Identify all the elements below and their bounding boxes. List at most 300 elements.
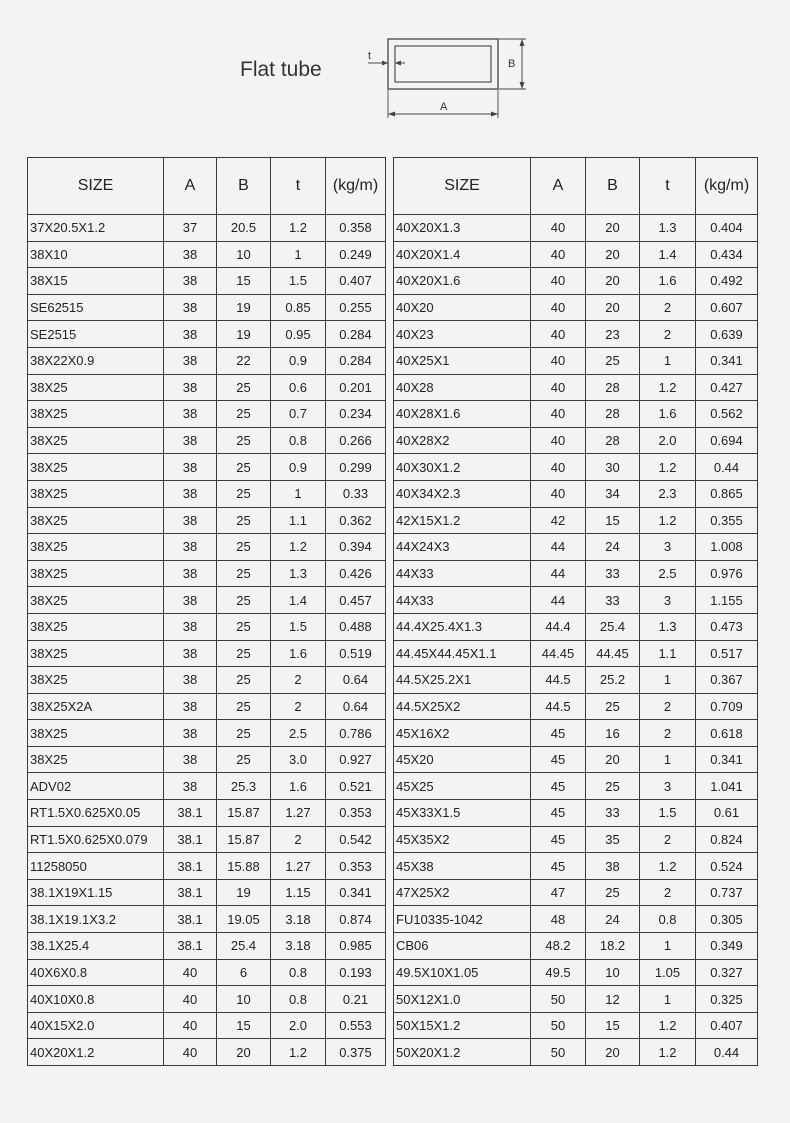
table-row bbox=[28, 986, 386, 1013]
cell-weight: 0.427 bbox=[696, 374, 758, 401]
cell-b: 25.4 bbox=[217, 933, 271, 960]
cell-b: 25 bbox=[586, 879, 640, 906]
cell-weight: 0.607 bbox=[696, 294, 758, 321]
cell-b: 25 bbox=[217, 746, 271, 773]
cell-a: 40 bbox=[531, 215, 586, 242]
cell-t: 1.3 bbox=[271, 560, 326, 587]
cell-b: 25.3 bbox=[217, 773, 271, 800]
cell-a: 38 bbox=[164, 560, 217, 587]
cell-size: RT1.5X0.625X0.05 bbox=[28, 800, 164, 827]
flat-tube-diagram bbox=[360, 30, 540, 125]
cell-b: 28 bbox=[586, 427, 640, 454]
cell-a: 42 bbox=[531, 507, 586, 534]
cell-a: 40 bbox=[164, 1039, 217, 1066]
cell-t: 2 bbox=[640, 693, 696, 720]
cell-t: 3.0 bbox=[271, 746, 326, 773]
table-row bbox=[28, 427, 386, 454]
cell-weight: 0.542 bbox=[326, 826, 386, 853]
cell-size: 40X28X2 bbox=[394, 427, 531, 454]
cell-b: 34 bbox=[586, 480, 640, 507]
column-header-t: t bbox=[640, 158, 696, 215]
cell-b: 24 bbox=[586, 534, 640, 561]
cell-b: 10 bbox=[217, 986, 271, 1013]
cell-t: 0.9 bbox=[271, 454, 326, 481]
dimension-t-label: t bbox=[368, 50, 372, 62]
cell-size: 38X25 bbox=[28, 507, 164, 534]
cell-t: 2.3 bbox=[640, 480, 696, 507]
cell-t: 3 bbox=[640, 773, 696, 800]
cell-t: 1.2 bbox=[271, 534, 326, 561]
cell-weight: 0.824 bbox=[696, 826, 758, 853]
cell-b: 25 bbox=[217, 507, 271, 534]
cell-a: 40 bbox=[164, 1012, 217, 1039]
table-row bbox=[28, 613, 386, 640]
cell-a: 48 bbox=[531, 906, 586, 933]
cell-a: 38 bbox=[164, 640, 217, 667]
table-row bbox=[28, 667, 386, 694]
cell-weight: 0.786 bbox=[326, 720, 386, 747]
cell-b: 15 bbox=[586, 1012, 640, 1039]
table-row bbox=[28, 587, 386, 614]
table-row bbox=[394, 454, 758, 481]
column-header-a: A bbox=[531, 158, 586, 215]
cell-a: 40 bbox=[531, 454, 586, 481]
cell-a: 50 bbox=[531, 1039, 586, 1066]
table-row bbox=[28, 480, 386, 507]
cell-size: 44.5X25.2X1 bbox=[394, 667, 531, 694]
cell-a: 44.4 bbox=[531, 613, 586, 640]
cell-t: 1 bbox=[271, 241, 326, 268]
column-header-weight: (kg/m) bbox=[326, 158, 386, 215]
cell-b: 15.87 bbox=[217, 800, 271, 827]
table-row bbox=[28, 507, 386, 534]
cell-a: 38 bbox=[164, 427, 217, 454]
cell-size: 40X28X1.6 bbox=[394, 401, 531, 428]
cell-b: 20 bbox=[586, 268, 640, 295]
table-row bbox=[394, 667, 758, 694]
cell-b: 10 bbox=[217, 241, 271, 268]
cell-t: 0.7 bbox=[271, 401, 326, 428]
cell-a: 44 bbox=[531, 534, 586, 561]
cell-weight: 0.325 bbox=[696, 986, 758, 1013]
cell-a: 44.5 bbox=[531, 693, 586, 720]
cell-t: 2 bbox=[271, 826, 326, 853]
cell-size: 45X25 bbox=[394, 773, 531, 800]
table-row bbox=[28, 640, 386, 667]
cell-t: 1.6 bbox=[640, 401, 696, 428]
cell-a: 44 bbox=[531, 560, 586, 587]
column-header-a: A bbox=[164, 158, 217, 215]
cell-a: 40 bbox=[531, 268, 586, 295]
cell-weight: 0.349 bbox=[696, 933, 758, 960]
cell-b: 25 bbox=[217, 401, 271, 428]
cell-size: 49.5X10X1.05 bbox=[394, 959, 531, 986]
cell-size: 38.1X19.1X3.2 bbox=[28, 906, 164, 933]
cell-t: 0.8 bbox=[271, 986, 326, 1013]
cell-b: 25 bbox=[217, 667, 271, 694]
cell-size: 40X20X1.2 bbox=[28, 1039, 164, 1066]
cell-size: 40X20X1.4 bbox=[394, 241, 531, 268]
table-row bbox=[394, 933, 758, 960]
cell-b: 25 bbox=[586, 773, 640, 800]
table-row bbox=[28, 241, 386, 268]
cell-t: 1.5 bbox=[640, 800, 696, 827]
cell-weight: 0.709 bbox=[696, 693, 758, 720]
cell-weight: 0.394 bbox=[326, 534, 386, 561]
cell-weight: 0.64 bbox=[326, 667, 386, 694]
cell-weight: 0.284 bbox=[326, 321, 386, 348]
cell-b: 18.2 bbox=[586, 933, 640, 960]
cell-b: 20 bbox=[586, 1039, 640, 1066]
table-row bbox=[394, 746, 758, 773]
cell-size: 44X33 bbox=[394, 587, 531, 614]
cell-b: 28 bbox=[586, 374, 640, 401]
cell-weight: 0.407 bbox=[326, 268, 386, 295]
cell-weight: 0.61 bbox=[696, 800, 758, 827]
cell-weight: 0.553 bbox=[326, 1012, 386, 1039]
cell-b: 25 bbox=[217, 693, 271, 720]
column-header-b: B bbox=[586, 158, 640, 215]
cell-b: 25 bbox=[217, 480, 271, 507]
table-row bbox=[28, 347, 386, 374]
cell-weight: 0.355 bbox=[696, 507, 758, 534]
cell-weight: 0.353 bbox=[326, 853, 386, 880]
cell-b: 15 bbox=[217, 1012, 271, 1039]
cell-size: 45X38 bbox=[394, 853, 531, 880]
cell-t: 1.2 bbox=[640, 1012, 696, 1039]
table-row bbox=[394, 1012, 758, 1039]
cell-a: 40 bbox=[531, 480, 586, 507]
cell-weight: 0.985 bbox=[326, 933, 386, 960]
tube-inner-wall bbox=[395, 46, 491, 82]
table-row bbox=[28, 374, 386, 401]
cell-a: 40 bbox=[531, 321, 586, 348]
cell-weight: 0.358 bbox=[326, 215, 386, 242]
table-row bbox=[394, 826, 758, 853]
cell-size: SE62515 bbox=[28, 294, 164, 321]
column-header-size: SIZE bbox=[28, 158, 164, 215]
table-row bbox=[28, 693, 386, 720]
cell-weight: 0.426 bbox=[326, 560, 386, 587]
cell-size: 38X25X2A bbox=[28, 693, 164, 720]
cell-size: 40X15X2.0 bbox=[28, 1012, 164, 1039]
dimension-a-label: A bbox=[440, 101, 448, 113]
cell-weight: 0.492 bbox=[696, 268, 758, 295]
cell-a: 38 bbox=[164, 401, 217, 428]
cell-a: 38 bbox=[164, 480, 217, 507]
cell-size: 38X25 bbox=[28, 534, 164, 561]
cell-b: 44.45 bbox=[586, 640, 640, 667]
cell-a: 44 bbox=[531, 587, 586, 614]
cell-a: 38 bbox=[164, 746, 217, 773]
cell-weight: 0.737 bbox=[696, 879, 758, 906]
table-row bbox=[394, 534, 758, 561]
cell-t: 0.9 bbox=[271, 347, 326, 374]
cell-weight: 0.434 bbox=[696, 241, 758, 268]
cell-a: 45 bbox=[531, 746, 586, 773]
table-row bbox=[28, 454, 386, 481]
cell-a: 40 bbox=[164, 986, 217, 1013]
cell-a: 40 bbox=[531, 401, 586, 428]
column-header-b: B bbox=[217, 158, 271, 215]
cell-t: 0.95 bbox=[271, 321, 326, 348]
cell-b: 33 bbox=[586, 587, 640, 614]
cell-t: 1.3 bbox=[640, 613, 696, 640]
table-row bbox=[394, 268, 758, 295]
cell-weight: 0.407 bbox=[696, 1012, 758, 1039]
column-header-t: t bbox=[271, 158, 326, 215]
cell-size: 45X16X2 bbox=[394, 720, 531, 747]
cell-a: 40 bbox=[531, 347, 586, 374]
table-row bbox=[28, 534, 386, 561]
cell-t: 1.2 bbox=[640, 853, 696, 880]
column-header-size: SIZE bbox=[394, 158, 531, 215]
cell-b: 25 bbox=[217, 534, 271, 561]
cell-t: 1 bbox=[271, 480, 326, 507]
cell-size: 50X12X1.0 bbox=[394, 986, 531, 1013]
cell-a: 44.45 bbox=[531, 640, 586, 667]
cell-b: 12 bbox=[586, 986, 640, 1013]
cell-weight: 0.234 bbox=[326, 401, 386, 428]
cell-t: 1 bbox=[640, 347, 696, 374]
cell-a: 38.1 bbox=[164, 933, 217, 960]
table-row bbox=[28, 215, 386, 242]
cell-a: 40 bbox=[531, 427, 586, 454]
table-row bbox=[394, 321, 758, 348]
table-row bbox=[28, 294, 386, 321]
cell-size: 37X20.5X1.2 bbox=[28, 215, 164, 242]
cell-b: 20 bbox=[586, 294, 640, 321]
cell-size: 11258050 bbox=[28, 853, 164, 880]
cell-weight: 0.524 bbox=[696, 853, 758, 880]
cell-t: 3.18 bbox=[271, 933, 326, 960]
cell-a: 49.5 bbox=[531, 959, 586, 986]
cell-a: 38 bbox=[164, 720, 217, 747]
cell-b: 20 bbox=[586, 746, 640, 773]
cell-t: 0.8 bbox=[271, 427, 326, 454]
cell-size: 38X10 bbox=[28, 241, 164, 268]
cell-t: 2 bbox=[640, 826, 696, 853]
cell-a: 40 bbox=[531, 374, 586, 401]
table-row bbox=[28, 933, 386, 960]
table-row bbox=[28, 720, 386, 747]
cell-size: 40X20X1.6 bbox=[394, 268, 531, 295]
cell-a: 38 bbox=[164, 294, 217, 321]
cell-a: 38 bbox=[164, 613, 217, 640]
cell-weight: 0.327 bbox=[696, 959, 758, 986]
cell-weight: 0.473 bbox=[696, 613, 758, 640]
cell-t: 3.18 bbox=[271, 906, 326, 933]
table-row bbox=[28, 1039, 386, 1066]
cell-weight: 0.33 bbox=[326, 480, 386, 507]
cell-size: 38X25 bbox=[28, 720, 164, 747]
cell-b: 33 bbox=[586, 800, 640, 827]
cell-a: 38 bbox=[164, 321, 217, 348]
cell-size: 40X25X1 bbox=[394, 347, 531, 374]
cell-a: 38.1 bbox=[164, 826, 217, 853]
cell-size: 44.5X25X2 bbox=[394, 693, 531, 720]
cell-a: 45 bbox=[531, 853, 586, 880]
table-row bbox=[28, 800, 386, 827]
cell-t: 1 bbox=[640, 986, 696, 1013]
cell-t: 2 bbox=[271, 693, 326, 720]
cell-t: 1.27 bbox=[271, 800, 326, 827]
page-title: Flat tube bbox=[240, 58, 322, 81]
cell-a: 38 bbox=[164, 268, 217, 295]
cell-b: 15.88 bbox=[217, 853, 271, 880]
cell-t: 1.5 bbox=[271, 268, 326, 295]
cell-a: 37 bbox=[164, 215, 217, 242]
cell-weight: 0.639 bbox=[696, 321, 758, 348]
cell-t: 0.6 bbox=[271, 374, 326, 401]
cell-size: 38X22X0.9 bbox=[28, 347, 164, 374]
table-header-row bbox=[28, 158, 386, 215]
cell-size: 38X25 bbox=[28, 401, 164, 428]
cell-t: 1.6 bbox=[271, 773, 326, 800]
table-row bbox=[28, 560, 386, 587]
cell-size: 40X20 bbox=[394, 294, 531, 321]
cell-size: 44.45X44.45X1.1 bbox=[394, 640, 531, 667]
cell-size: 38X25 bbox=[28, 560, 164, 587]
spec-table-right bbox=[393, 157, 758, 1066]
cell-weight: 0.562 bbox=[696, 401, 758, 428]
column-header-weight: (kg/m) bbox=[696, 158, 758, 215]
dimension-b-label: B bbox=[508, 58, 516, 70]
cell-t: 2 bbox=[640, 321, 696, 348]
table-row bbox=[394, 800, 758, 827]
cell-b: 30 bbox=[586, 454, 640, 481]
table-row bbox=[394, 613, 758, 640]
cell-weight: 0.266 bbox=[326, 427, 386, 454]
cell-t: 1.15 bbox=[271, 879, 326, 906]
cell-a: 38 bbox=[164, 693, 217, 720]
cell-b: 35 bbox=[586, 826, 640, 853]
table-row bbox=[28, 1012, 386, 1039]
cell-size: 40X28 bbox=[394, 374, 531, 401]
cell-t: 1 bbox=[640, 933, 696, 960]
cell-a: 38 bbox=[164, 347, 217, 374]
cell-size: 40X6X0.8 bbox=[28, 959, 164, 986]
cell-b: 33 bbox=[586, 560, 640, 587]
cell-a: 38.1 bbox=[164, 853, 217, 880]
cell-size: 38X25 bbox=[28, 480, 164, 507]
table-row bbox=[28, 746, 386, 773]
cell-weight: 0.193 bbox=[326, 959, 386, 986]
cell-size: 40X20X1.3 bbox=[394, 215, 531, 242]
table-row bbox=[394, 1039, 758, 1066]
cell-a: 44.5 bbox=[531, 667, 586, 694]
cell-b: 16 bbox=[586, 720, 640, 747]
cell-weight: 0.353 bbox=[326, 800, 386, 827]
cell-size: 47X25X2 bbox=[394, 879, 531, 906]
cell-weight: 0.64 bbox=[326, 693, 386, 720]
cell-a: 50 bbox=[531, 1012, 586, 1039]
cell-size: FU10335-1042 bbox=[394, 906, 531, 933]
cell-a: 38.1 bbox=[164, 879, 217, 906]
cell-a: 38 bbox=[164, 507, 217, 534]
cell-b: 25.2 bbox=[586, 667, 640, 694]
cell-size: 44.4X25.4X1.3 bbox=[394, 613, 531, 640]
cell-weight: 0.404 bbox=[696, 215, 758, 242]
cell-weight: 0.299 bbox=[326, 454, 386, 481]
table-header-row bbox=[394, 158, 758, 215]
cell-b: 28 bbox=[586, 401, 640, 428]
spec-table-left bbox=[27, 157, 386, 1066]
cell-size: SE2515 bbox=[28, 321, 164, 348]
cell-t: 3 bbox=[640, 534, 696, 561]
cell-t: 1.1 bbox=[640, 640, 696, 667]
cell-weight: 0.44 bbox=[696, 1039, 758, 1066]
cell-size: 38X25 bbox=[28, 374, 164, 401]
table-row bbox=[394, 587, 758, 614]
cell-weight: 1.041 bbox=[696, 773, 758, 800]
cell-t: 0.8 bbox=[271, 959, 326, 986]
cell-b: 25 bbox=[586, 693, 640, 720]
cell-b: 19 bbox=[217, 321, 271, 348]
table-row bbox=[394, 720, 758, 747]
cell-t: 1.05 bbox=[640, 959, 696, 986]
cell-size: 38X25 bbox=[28, 746, 164, 773]
cell-t: 0.8 bbox=[640, 906, 696, 933]
table-row bbox=[394, 853, 758, 880]
cell-t: 0.85 bbox=[271, 294, 326, 321]
cell-size: 50X15X1.2 bbox=[394, 1012, 531, 1039]
cell-a: 45 bbox=[531, 826, 586, 853]
cell-b: 6 bbox=[217, 959, 271, 986]
cell-a: 50 bbox=[531, 986, 586, 1013]
cell-a: 38 bbox=[164, 773, 217, 800]
cell-t: 1.6 bbox=[640, 268, 696, 295]
cell-t: 2.0 bbox=[271, 1012, 326, 1039]
cell-b: 25 bbox=[217, 640, 271, 667]
cell-size: 38X25 bbox=[28, 427, 164, 454]
cell-a: 38 bbox=[164, 374, 217, 401]
cell-weight: 0.341 bbox=[696, 746, 758, 773]
cell-t: 3 bbox=[640, 587, 696, 614]
table-row bbox=[394, 693, 758, 720]
cell-size: 45X33X1.5 bbox=[394, 800, 531, 827]
cell-t: 1.2 bbox=[640, 454, 696, 481]
table-row bbox=[28, 773, 386, 800]
cell-b: 15.87 bbox=[217, 826, 271, 853]
cell-t: 2 bbox=[640, 294, 696, 321]
cell-weight: 0.44 bbox=[696, 454, 758, 481]
cell-size: 40X30X1.2 bbox=[394, 454, 531, 481]
table-row bbox=[394, 215, 758, 242]
cell-t: 1.4 bbox=[271, 587, 326, 614]
cell-a: 40 bbox=[531, 241, 586, 268]
cell-t: 1.2 bbox=[640, 374, 696, 401]
cell-weight: 1.155 bbox=[696, 587, 758, 614]
table-row bbox=[394, 959, 758, 986]
cell-weight: 0.865 bbox=[696, 480, 758, 507]
table-row bbox=[28, 959, 386, 986]
cell-size: 44X24X3 bbox=[394, 534, 531, 561]
cell-a: 47 bbox=[531, 879, 586, 906]
cell-t: 1.27 bbox=[271, 853, 326, 880]
cell-t: 2.0 bbox=[640, 427, 696, 454]
table-row bbox=[394, 401, 758, 428]
cell-size: CB06 bbox=[394, 933, 531, 960]
cell-b: 25 bbox=[217, 454, 271, 481]
cell-b: 19 bbox=[217, 879, 271, 906]
cell-size: 45X20 bbox=[394, 746, 531, 773]
cell-a: 38.1 bbox=[164, 800, 217, 827]
cell-weight: 0.618 bbox=[696, 720, 758, 747]
cell-a: 45 bbox=[531, 800, 586, 827]
cell-size: 40X34X2.3 bbox=[394, 480, 531, 507]
cell-t: 1.2 bbox=[640, 507, 696, 534]
